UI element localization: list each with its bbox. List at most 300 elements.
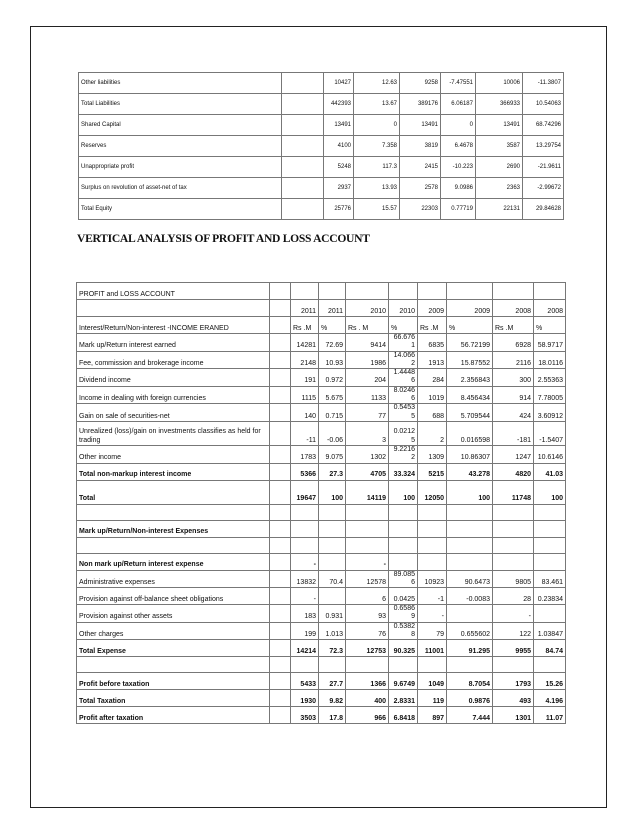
empty-cell — [270, 351, 291, 369]
value-cell: -181 — [493, 421, 534, 445]
unit-header: % — [534, 317, 566, 334]
value-cell: 14.0662 — [389, 351, 418, 369]
row-label: Profit after taxation — [77, 707, 270, 724]
value-cell: 5215 — [418, 463, 447, 480]
value-cell: 72.69 — [319, 334, 346, 352]
row-label: Gain on sale of securities-net — [77, 404, 270, 422]
table-row — [77, 537, 566, 553]
value-cell: 72.3 — [319, 640, 346, 657]
value-cell: 9.82 — [319, 690, 346, 707]
value-cell: 90.6473 — [447, 570, 493, 588]
empty-cell — [270, 553, 291, 570]
value-cell: 9258 — [400, 73, 441, 94]
value-cell: - — [418, 605, 447, 623]
empty-cell — [447, 504, 493, 520]
table-row — [79, 136, 564, 157]
year-header: 2008 — [493, 300, 534, 317]
row-label: Income in dealing with foreign currencies — [77, 386, 270, 404]
empty-cell — [270, 445, 291, 463]
value-cell: 6928 — [493, 334, 534, 352]
value-cell: 2148 — [291, 351, 319, 369]
value-cell: 22303 — [400, 199, 441, 220]
empty-cell — [418, 537, 447, 553]
value-cell: 2 — [418, 421, 447, 445]
value-cell: 0.0425 — [389, 588, 418, 605]
value-cell — [389, 553, 418, 570]
unit-header: Rs .M — [418, 317, 447, 334]
value-cell: 2.356843 — [447, 369, 493, 387]
value-cell: -10.223 — [441, 157, 476, 178]
value-cell: 5433 — [291, 673, 319, 690]
value-cell: 7.444 — [447, 707, 493, 724]
empty-cell — [282, 178, 324, 199]
empty-cell — [389, 504, 418, 520]
value-cell — [418, 553, 447, 570]
value-cell: 4705 — [346, 463, 389, 480]
empty-cell — [291, 520, 319, 537]
value-cell: 7.358 — [354, 136, 400, 157]
value-cell: 10.54063 — [523, 94, 564, 115]
table-row — [79, 199, 564, 220]
year-header: 2008 — [534, 300, 566, 317]
value-cell: 12753 — [346, 640, 389, 657]
table-row — [77, 588, 566, 605]
unit-header: Rs .M — [291, 317, 319, 334]
value-cell — [534, 553, 566, 570]
table-row — [77, 386, 566, 404]
value-cell: - — [493, 605, 534, 623]
table-row — [77, 622, 566, 640]
empty-cell — [418, 657, 447, 673]
value-cell: 1302 — [346, 445, 389, 463]
value-cell — [447, 553, 493, 570]
value-cell: -2.99672 — [523, 178, 564, 199]
value-cell: 100 — [447, 480, 493, 504]
value-cell: 79 — [418, 622, 447, 640]
empty-cell — [282, 136, 324, 157]
value-cell: 688 — [418, 404, 447, 422]
value-cell: 83.461 — [534, 570, 566, 588]
value-cell: 13.29754 — [523, 136, 564, 157]
unit-header: Rs .M — [493, 317, 534, 334]
table-row — [77, 317, 566, 334]
empty-cell — [447, 537, 493, 553]
value-cell: 58.9717 — [534, 334, 566, 352]
value-cell: 56.72199 — [447, 334, 493, 352]
value-cell: 2578 — [400, 178, 441, 199]
row-label: Total Equity — [79, 199, 282, 220]
value-cell: 13.93 — [354, 178, 400, 199]
value-cell: 0.77719 — [441, 199, 476, 220]
unit-header: % — [447, 317, 493, 334]
value-cell: 14214 — [291, 640, 319, 657]
value-cell: 17.8 — [319, 707, 346, 724]
value-cell — [447, 605, 493, 623]
value-cell: 1986 — [346, 351, 389, 369]
row-label: Other charges — [77, 622, 270, 640]
value-cell: 1019 — [418, 386, 447, 404]
value-cell: 12050 — [418, 480, 447, 504]
value-cell: -11 — [291, 421, 319, 445]
value-cell: 5248 — [324, 157, 354, 178]
empty-cell — [270, 640, 291, 657]
value-cell: 27.3 — [319, 463, 346, 480]
empty-cell — [270, 317, 291, 334]
row-label: Total Taxation — [77, 690, 270, 707]
empty-cell — [493, 537, 534, 553]
value-cell: - — [346, 553, 389, 570]
value-cell: 117.3 — [354, 157, 400, 178]
row-label: Provision against off-balance sheet obligations — [77, 588, 270, 605]
value-cell: 284 — [418, 369, 447, 387]
value-cell: 183 — [291, 605, 319, 623]
value-cell: 0.23834 — [534, 588, 566, 605]
value-cell: 8.02466 — [389, 386, 418, 404]
value-cell: 100 — [319, 480, 346, 504]
value-cell: 70.4 — [319, 570, 346, 588]
empty-cell — [77, 504, 270, 520]
empty-cell — [270, 334, 291, 352]
year-header: 2010 — [346, 300, 389, 317]
value-cell: 2690 — [476, 157, 523, 178]
value-cell: 89.0856 — [389, 570, 418, 588]
value-cell: 1783 — [291, 445, 319, 463]
unit-header: % — [319, 317, 346, 334]
table-title: PROFIT and LOSS ACCOUNT — [77, 283, 270, 300]
row-label: Total — [77, 480, 270, 504]
value-cell: 9.22162 — [389, 445, 418, 463]
empty-cell — [389, 657, 418, 673]
value-cell: 2.8331 — [389, 690, 418, 707]
empty-cell — [270, 386, 291, 404]
value-cell: 400 — [346, 690, 389, 707]
empty-cell — [282, 73, 324, 94]
empty-cell — [447, 520, 493, 537]
empty-cell — [270, 480, 291, 504]
empty-cell — [418, 520, 447, 537]
value-cell: 2937 — [324, 178, 354, 199]
row-label: Provision against other assets — [77, 605, 270, 623]
value-cell — [534, 605, 566, 623]
empty-cell — [270, 707, 291, 724]
value-cell: 43.278 — [447, 463, 493, 480]
year-header: 2009 — [418, 300, 447, 317]
table-row — [77, 351, 566, 369]
value-cell: 6.8418 — [389, 707, 418, 724]
value-cell: 6 — [346, 588, 389, 605]
value-cell: 11.07 — [534, 707, 566, 724]
value-cell: 1301 — [493, 707, 534, 724]
value-cell: 9805 — [493, 570, 534, 588]
value-cell: 15.57 — [354, 199, 400, 220]
year-header: 2011 — [319, 300, 346, 317]
value-cell: 29.84628 — [523, 199, 564, 220]
value-cell: 9.075 — [319, 445, 346, 463]
value-cell: 100 — [534, 480, 566, 504]
empty-cell — [389, 537, 418, 553]
value-cell: 33.324 — [389, 463, 418, 480]
value-cell: 2116 — [493, 351, 534, 369]
value-cell: 27.7 — [319, 673, 346, 690]
row-label: Other liabilities — [79, 73, 282, 94]
empty-cell — [270, 570, 291, 588]
value-cell: -21.9611 — [523, 157, 564, 178]
row-label: Mark up/Return interest earned — [77, 334, 270, 352]
row-label: Administrative expenses — [77, 570, 270, 588]
unit-header: % — [389, 317, 418, 334]
units-label: Interest/Return/Non-interest -INCOME ERANED — [77, 317, 270, 334]
value-cell: 5.675 — [319, 386, 346, 404]
empty-cell — [493, 657, 534, 673]
table-row — [77, 421, 566, 445]
row-label: Fee, commission and brokerage income — [77, 351, 270, 369]
value-cell: 13491 — [324, 115, 354, 136]
table-row — [77, 640, 566, 657]
value-cell: 8.7054 — [447, 673, 493, 690]
value-cell: 424 — [493, 404, 534, 422]
empty-cell — [389, 520, 418, 537]
value-cell: 25776 — [324, 199, 354, 220]
value-cell: 897 — [418, 707, 447, 724]
empty-cell — [282, 157, 324, 178]
value-cell: 3 — [346, 421, 389, 445]
value-cell: 0.972 — [319, 369, 346, 387]
value-cell: 1049 — [418, 673, 447, 690]
value-cell: 1.013 — [319, 622, 346, 640]
row-label: Non mark up/Return interest expense — [77, 553, 270, 570]
table-row — [77, 404, 566, 422]
value-cell: 0.02125 — [389, 421, 418, 445]
value-cell: 204 — [346, 369, 389, 387]
value-cell: 366933 — [476, 94, 523, 115]
value-cell — [319, 553, 346, 570]
value-cell: 4820 — [493, 463, 534, 480]
table-row — [77, 520, 566, 537]
value-cell: 4100 — [324, 136, 354, 157]
empty-cell — [534, 504, 566, 520]
value-cell: 199 — [291, 622, 319, 640]
value-cell: 3.60912 — [534, 404, 566, 422]
row-label: Dividend income — [77, 369, 270, 387]
value-cell: 0.931 — [319, 605, 346, 623]
table-row — [77, 283, 566, 300]
value-cell: 0.53828 — [389, 622, 418, 640]
empty-cell — [447, 283, 493, 300]
empty-cell — [534, 537, 566, 553]
empty-cell — [493, 504, 534, 520]
value-cell: 11001 — [418, 640, 447, 657]
value-cell: 10006 — [476, 73, 523, 94]
empty-cell — [534, 520, 566, 537]
value-cell: 3503 — [291, 707, 319, 724]
empty-cell — [270, 520, 291, 537]
row-label: Unrealized (loss)/gain on investments classifies as held for trading — [77, 421, 270, 445]
value-cell: 1793 — [493, 673, 534, 690]
value-cell: 3587 — [476, 136, 523, 157]
value-cell: 1115 — [291, 386, 319, 404]
value-cell: 77 — [346, 404, 389, 422]
value-cell: 0.9876 — [447, 690, 493, 707]
value-cell — [493, 553, 534, 570]
year-header: 2010 — [389, 300, 418, 317]
table-row — [77, 707, 566, 724]
empty-cell — [319, 537, 346, 553]
value-cell: 5366 — [291, 463, 319, 480]
empty-cell — [534, 657, 566, 673]
value-cell: -0.06 — [319, 421, 346, 445]
value-cell: 119 — [418, 690, 447, 707]
table-row — [77, 334, 566, 352]
empty-cell — [282, 94, 324, 115]
value-cell: 10.93 — [319, 351, 346, 369]
value-cell: 10.86307 — [447, 445, 493, 463]
row-label: Reserves — [79, 136, 282, 157]
empty-cell — [282, 115, 324, 136]
empty-cell — [493, 520, 534, 537]
table-row — [79, 94, 564, 115]
year-header: 2011 — [291, 300, 319, 317]
value-cell: 10923 — [418, 570, 447, 588]
value-cell: 22131 — [476, 199, 523, 220]
empty-cell — [282, 199, 324, 220]
value-cell: 9414 — [346, 334, 389, 352]
value-cell: 9955 — [493, 640, 534, 657]
value-cell: 1366 — [346, 673, 389, 690]
row-label: Shared Capital — [79, 115, 282, 136]
value-cell: 13832 — [291, 570, 319, 588]
value-cell: 0.016598 — [447, 421, 493, 445]
value-cell: -0.0083 — [447, 588, 493, 605]
section-heading: VERTICAL ANALYSIS OF PROFIT AND LOSS ACCOUNT — [77, 232, 370, 245]
value-cell: -1 — [418, 588, 447, 605]
value-cell: 9.6749 — [389, 673, 418, 690]
row-label: Total Expense — [77, 640, 270, 657]
value-cell: 100 — [389, 480, 418, 504]
value-cell: 4.196 — [534, 690, 566, 707]
empty-cell — [291, 657, 319, 673]
empty-cell — [270, 537, 291, 553]
row-label: Total non-markup interest income — [77, 463, 270, 480]
empty-cell — [346, 657, 389, 673]
empty-cell — [319, 504, 346, 520]
year-header: 2009 — [447, 300, 493, 317]
empty-cell — [291, 504, 319, 520]
empty-cell — [270, 463, 291, 480]
empty-cell — [389, 283, 418, 300]
value-cell: 191 — [291, 369, 319, 387]
value-cell: 9.0986 — [441, 178, 476, 199]
value-cell: 966 — [346, 707, 389, 724]
value-cell: 1309 — [418, 445, 447, 463]
value-cell: 90.325 — [389, 640, 418, 657]
table-row — [79, 157, 564, 178]
empty-cell — [346, 504, 389, 520]
table-row — [77, 463, 566, 480]
empty-cell — [270, 283, 291, 300]
value-cell: 5.709544 — [447, 404, 493, 422]
value-cell: - — [291, 553, 319, 570]
row-label: Surplus on revolution of asset-net of tax — [79, 178, 282, 199]
value-cell: 12578 — [346, 570, 389, 588]
value-cell: 1133 — [346, 386, 389, 404]
value-cell: 140 — [291, 404, 319, 422]
table-row — [77, 445, 566, 463]
empty-cell — [77, 657, 270, 673]
value-cell — [319, 588, 346, 605]
value-cell: 15.26 — [534, 673, 566, 690]
value-cell: 0.65869 — [389, 605, 418, 623]
table-row — [77, 605, 566, 623]
value-cell: 76 — [346, 622, 389, 640]
value-cell: 12.63 — [354, 73, 400, 94]
value-cell: 1247 — [493, 445, 534, 463]
balance-sheet-table — [78, 72, 564, 220]
table-row — [79, 73, 564, 94]
value-cell: 914 — [493, 386, 534, 404]
empty-cell — [270, 404, 291, 422]
value-cell: 6.4678 — [441, 136, 476, 157]
table-row — [77, 570, 566, 588]
empty-cell — [291, 537, 319, 553]
empty-cell — [270, 588, 291, 605]
value-cell: 2363 — [476, 178, 523, 199]
empty-cell — [493, 283, 534, 300]
value-cell: - — [291, 588, 319, 605]
value-cell: 18.0116 — [534, 351, 566, 369]
empty-cell — [418, 283, 447, 300]
value-cell: 91.295 — [447, 640, 493, 657]
empty-cell — [319, 520, 346, 537]
empty-cell — [319, 283, 346, 300]
empty-cell — [270, 690, 291, 707]
value-cell: 0.655602 — [447, 622, 493, 640]
empty-cell — [418, 504, 447, 520]
table-row — [77, 657, 566, 673]
empty-cell — [270, 504, 291, 520]
value-cell: 28 — [493, 588, 534, 605]
empty-cell — [270, 657, 291, 673]
value-cell: 1913 — [418, 351, 447, 369]
expense-heading: Mark up/Return/Non-interest Expenses — [77, 520, 270, 537]
table-row — [79, 115, 564, 136]
table-row — [77, 553, 566, 570]
value-cell: 6835 — [418, 334, 447, 352]
value-cell: 0.54535 — [389, 404, 418, 422]
value-cell: 2.55363 — [534, 369, 566, 387]
table-row — [79, 178, 564, 199]
empty-cell — [346, 283, 389, 300]
value-cell: 6.06187 — [441, 94, 476, 115]
value-cell: 493 — [493, 690, 534, 707]
value-cell: 122 — [493, 622, 534, 640]
value-cell: 14281 — [291, 334, 319, 352]
table-row — [77, 690, 566, 707]
value-cell: 0 — [354, 115, 400, 136]
value-cell: 389176 — [400, 94, 441, 115]
value-cell: 41.03 — [534, 463, 566, 480]
value-cell: -1.5407 — [534, 421, 566, 445]
value-cell: 13.67 — [354, 94, 400, 115]
empty-cell — [270, 605, 291, 623]
value-cell: 0 — [441, 115, 476, 136]
table-row — [77, 504, 566, 520]
row-label: Total Liabilities — [79, 94, 282, 115]
value-cell: 13491 — [476, 115, 523, 136]
table-row — [77, 673, 566, 690]
table-row — [77, 369, 566, 387]
value-cell: 2415 — [400, 157, 441, 178]
value-cell: -7.47551 — [441, 73, 476, 94]
